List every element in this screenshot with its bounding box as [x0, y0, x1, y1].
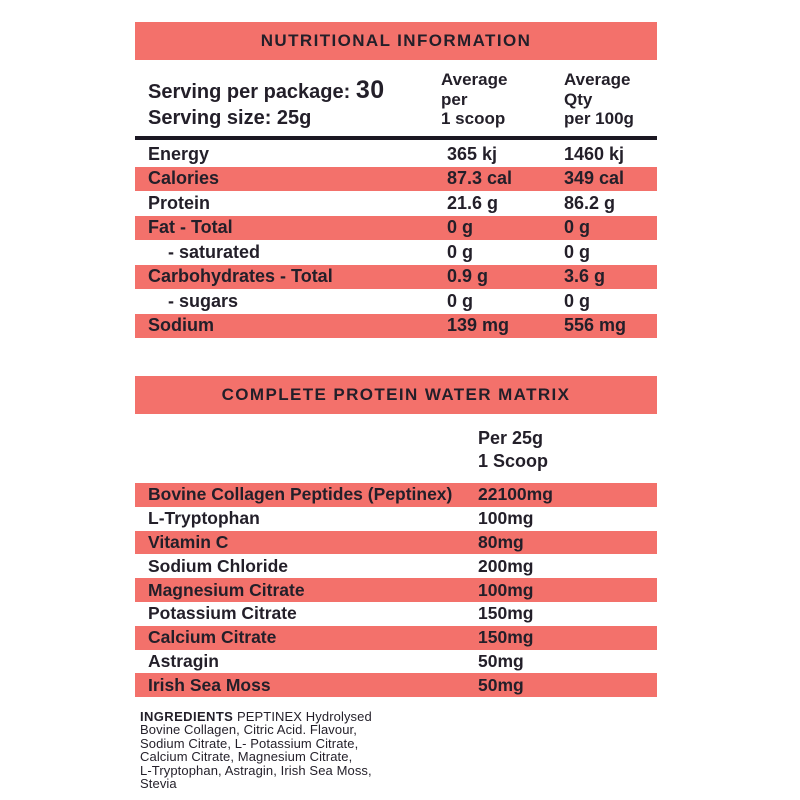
serving-size: Serving size: 25g — [148, 107, 312, 129]
nutrient-name: Energy — [148, 143, 210, 164]
ingredients-line-text: PEPTINEX Hydrolysed — [236, 709, 372, 724]
value-per-scoop: 0.9 g — [447, 266, 489, 287]
header-divider-rule — [135, 136, 657, 140]
ingredient-amount: 50mg — [478, 650, 524, 671]
value-per-scoop: 0 g — [447, 217, 474, 238]
ingredient-name: Irish Sea Moss — [148, 674, 271, 695]
ingredients-paragraph — [140, 710, 470, 790]
col-header-line: per 100g — [564, 109, 634, 128]
nutrient-name: - saturated — [168, 241, 261, 262]
col-header-line: per — [441, 89, 468, 109]
ingredient-amount: 150mg — [478, 627, 534, 648]
ingredient-name: Magnesium Citrate — [148, 579, 305, 600]
value-per-100g: 0 g — [564, 241, 591, 262]
ingredients-line: L-Tryptophan, Astragin, Irish Sea Moss, — [140, 762, 372, 778]
ingredients-line: Stevia — [140, 776, 177, 792]
ingredients-line: Calcium Citrate, Magnesium Citrate, — [140, 749, 353, 765]
serving-per-package — [148, 77, 385, 105]
ingredient-amount: 150mg — [478, 603, 534, 624]
value-per-scoop: 0 g — [447, 290, 474, 311]
ingredient-name: Calcium Citrate — [148, 627, 277, 648]
value-per-scoop: 0 g — [447, 241, 474, 262]
matrix-row-vitamin-c — [135, 531, 657, 555]
table-row-protein — [135, 191, 657, 216]
ingredient-amount: 80mg — [478, 531, 524, 552]
nutrition-table — [135, 142, 657, 338]
value-per-scoop: 21.6 g — [447, 192, 499, 213]
matrix-row-sodium-chloride — [135, 554, 657, 578]
nutrient-name: Carbohydrates - Total — [148, 266, 333, 287]
matrix-row-calcium-citrate — [135, 626, 657, 650]
ingredient-amount: 22100mg — [478, 484, 553, 505]
serving-per-package-label: Serving per package: — [148, 81, 351, 103]
matrix-row-bovine-collagen — [135, 483, 657, 507]
value-per-scoop: 139 mg — [447, 315, 510, 336]
matrix-col-header-line: Per 25g — [478, 428, 544, 448]
matrix-row-astragin — [135, 650, 657, 674]
table-row-sugars — [135, 289, 657, 314]
nutrient-name: Calories — [148, 168, 220, 189]
matrix-header — [135, 376, 657, 414]
ingredient-name: Sodium Chloride — [148, 555, 288, 576]
matrix-column-header — [478, 427, 548, 472]
value-per-100g: 0 g — [564, 290, 591, 311]
nutrient-name: - sugars — [168, 290, 239, 311]
table-row-sodium — [135, 314, 657, 339]
col-header-line: Average — [564, 70, 631, 89]
table-row-carbohydrates-total — [135, 265, 657, 290]
nutrient-name: Sodium — [148, 315, 214, 336]
table-row-fat-saturated — [135, 240, 657, 265]
serving-info — [148, 77, 385, 131]
column-header-per-100g — [564, 70, 634, 129]
matrix-row-magnesium-citrate — [135, 578, 657, 602]
value-per-scoop: 87.3 cal — [447, 168, 513, 189]
serving-per-package-value: 30 — [355, 76, 385, 104]
ingredients-line — [140, 710, 470, 723]
matrix-row-l-tryptophan — [135, 507, 657, 531]
ingredient-name: Astragin — [148, 650, 219, 671]
matrix-table — [135, 483, 657, 697]
ingredient-name: Bovine Collagen Peptides (Peptinex) — [148, 484, 453, 505]
ingredient-amount: 200mg — [478, 555, 534, 576]
value-per-scoop: 365 kj — [447, 143, 498, 164]
value-per-100g: 556 mg — [564, 315, 627, 336]
nutrient-name: Fat - Total — [148, 217, 233, 238]
value-per-100g: 3.6 g — [564, 266, 606, 287]
ingredient-amount: 100mg — [478, 508, 534, 529]
matrix-title: COMPLETE PROTEIN WATER MATRIX — [221, 385, 571, 404]
table-row-energy — [135, 142, 657, 167]
ingredients-line: Sodium Citrate, L- Potassium Citrate, — [140, 735, 359, 751]
matrix-row-irish-sea-moss — [135, 673, 657, 697]
nutritional-information-title: NUTRITIONAL INFORMATION — [260, 31, 532, 50]
ingredient-amount: 100mg — [478, 579, 534, 600]
ingredients-line: Bovine Collagen, Citric Acid. Flavour, — [140, 722, 357, 738]
ingredients-label: INGREDIENTS — [140, 709, 234, 724]
col-header-line: Qty — [564, 89, 593, 109]
ingredient-amount: 50mg — [478, 674, 524, 695]
value-per-100g: 1460 kj — [564, 143, 625, 164]
value-per-100g: 349 cal — [564, 168, 625, 189]
matrix-row-potassium-citrate — [135, 602, 657, 626]
col-header-line: 1 scoop — [441, 109, 506, 128]
matrix-col-header-line: 1 Scoop — [478, 450, 549, 471]
ingredient-name: Potassium Citrate — [148, 603, 297, 624]
col-header-line: Average — [441, 70, 508, 89]
table-row-calories — [135, 167, 657, 192]
table-row-fat-total — [135, 216, 657, 241]
value-per-100g: 0 g — [564, 217, 591, 238]
nutritional-information-header — [135, 22, 657, 60]
nutrient-name: Protein — [148, 192, 211, 213]
value-per-100g: 86.2 g — [564, 192, 616, 213]
ingredient-name: Vitamin C — [148, 531, 229, 552]
ingredient-name: L-Tryptophan — [148, 508, 260, 529]
column-header-per-scoop — [441, 70, 507, 129]
